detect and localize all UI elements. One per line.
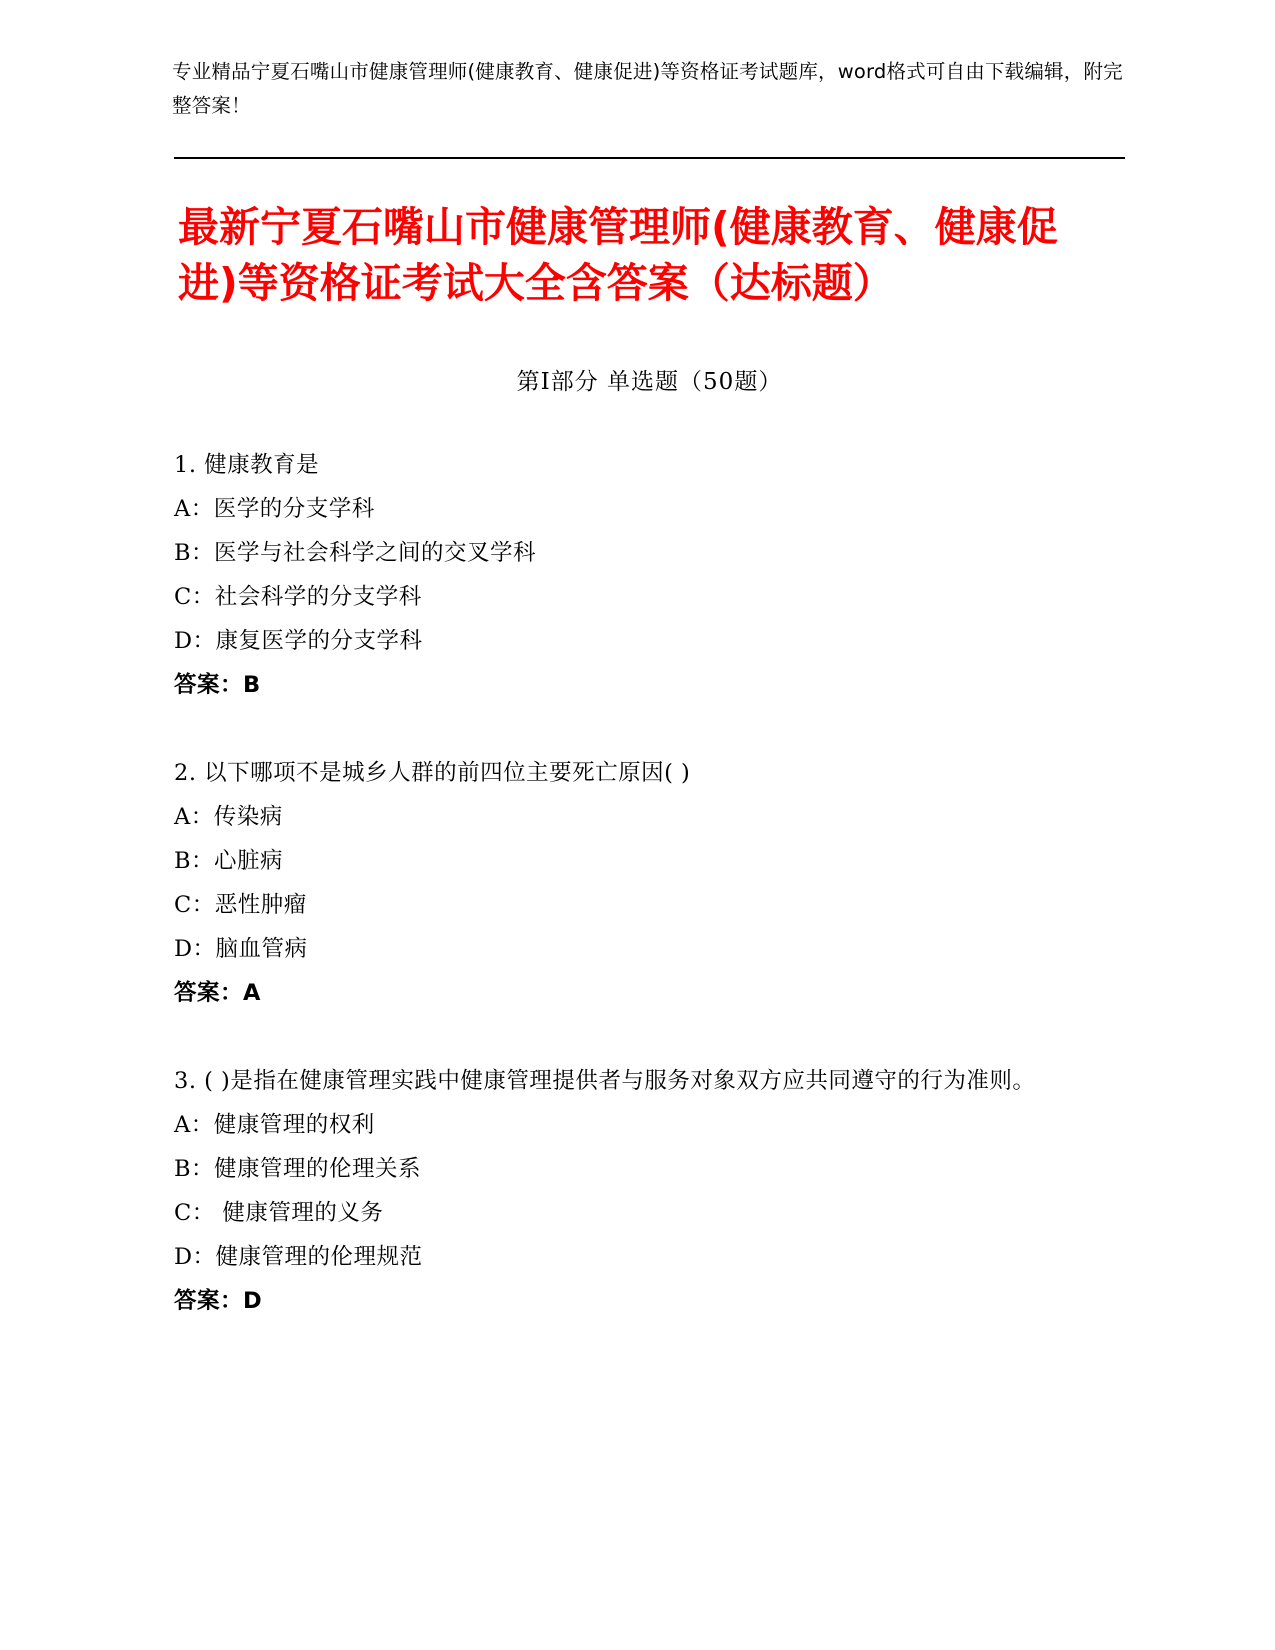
option-b: B：健康管理的伦理关系 (174, 1156, 422, 1182)
answer-value: D (243, 1288, 263, 1314)
answer-value: A (243, 980, 261, 1006)
option-b: B：心脏病 (174, 848, 284, 874)
answer-label: 答案： (174, 1288, 244, 1314)
option-c: C：恶性肿瘤 (174, 892, 307, 918)
option-a: A：医学的分支学科 (174, 496, 375, 522)
section-heading: 第Ⅰ部分 单选题（50题） (516, 369, 783, 395)
option-c: C：社会科学的分支学科 (174, 584, 422, 610)
answer-line (172, 663, 1127, 707)
option-b: B：医学与社会科学之间的交叉学科 (174, 540, 537, 566)
question-item (172, 1059, 1127, 1323)
option-d: D：健康管理的伦理规范 (174, 1244, 423, 1270)
question-item (172, 443, 1127, 707)
answer-label: 答案： (174, 980, 244, 1006)
answer-line (172, 971, 1127, 1015)
option-a: A：健康管理的权利 (174, 1112, 375, 1138)
question-text: 2. 以下哪项不是城乡人群的前四位主要死亡原因( ) (174, 760, 691, 786)
answer-value: B (243, 672, 261, 698)
option-d: D：康复医学的分支学科 (174, 628, 423, 654)
answer-label: 答案： (174, 672, 244, 698)
page-title: 最新宁夏石嘴山市健康管理师(健康教育、健康促进)等资格证考试大全含答案（达标题） (178, 203, 1058, 307)
answer-line (172, 1279, 1127, 1323)
question-item (172, 751, 1127, 1015)
question-text: 1. 健康教育是 (174, 452, 320, 478)
option-c: C： 健康管理的义务 (174, 1200, 384, 1226)
header-divider (174, 157, 1125, 159)
option-d: D：脑血管病 (174, 936, 308, 962)
header-note: 专业精品宁夏石嘴山市健康管理师(健康教育、健康促进)等资格证考试题库，word格式可自由下载编辑，附完整答案！ (172, 60, 1123, 117)
option-a: A：传染病 (174, 804, 283, 830)
question-text: 3. ( )是指在健康管理实践中健康管理提供者与服务对象双方应共同遵守的行为准则。 (174, 1068, 1036, 1094)
